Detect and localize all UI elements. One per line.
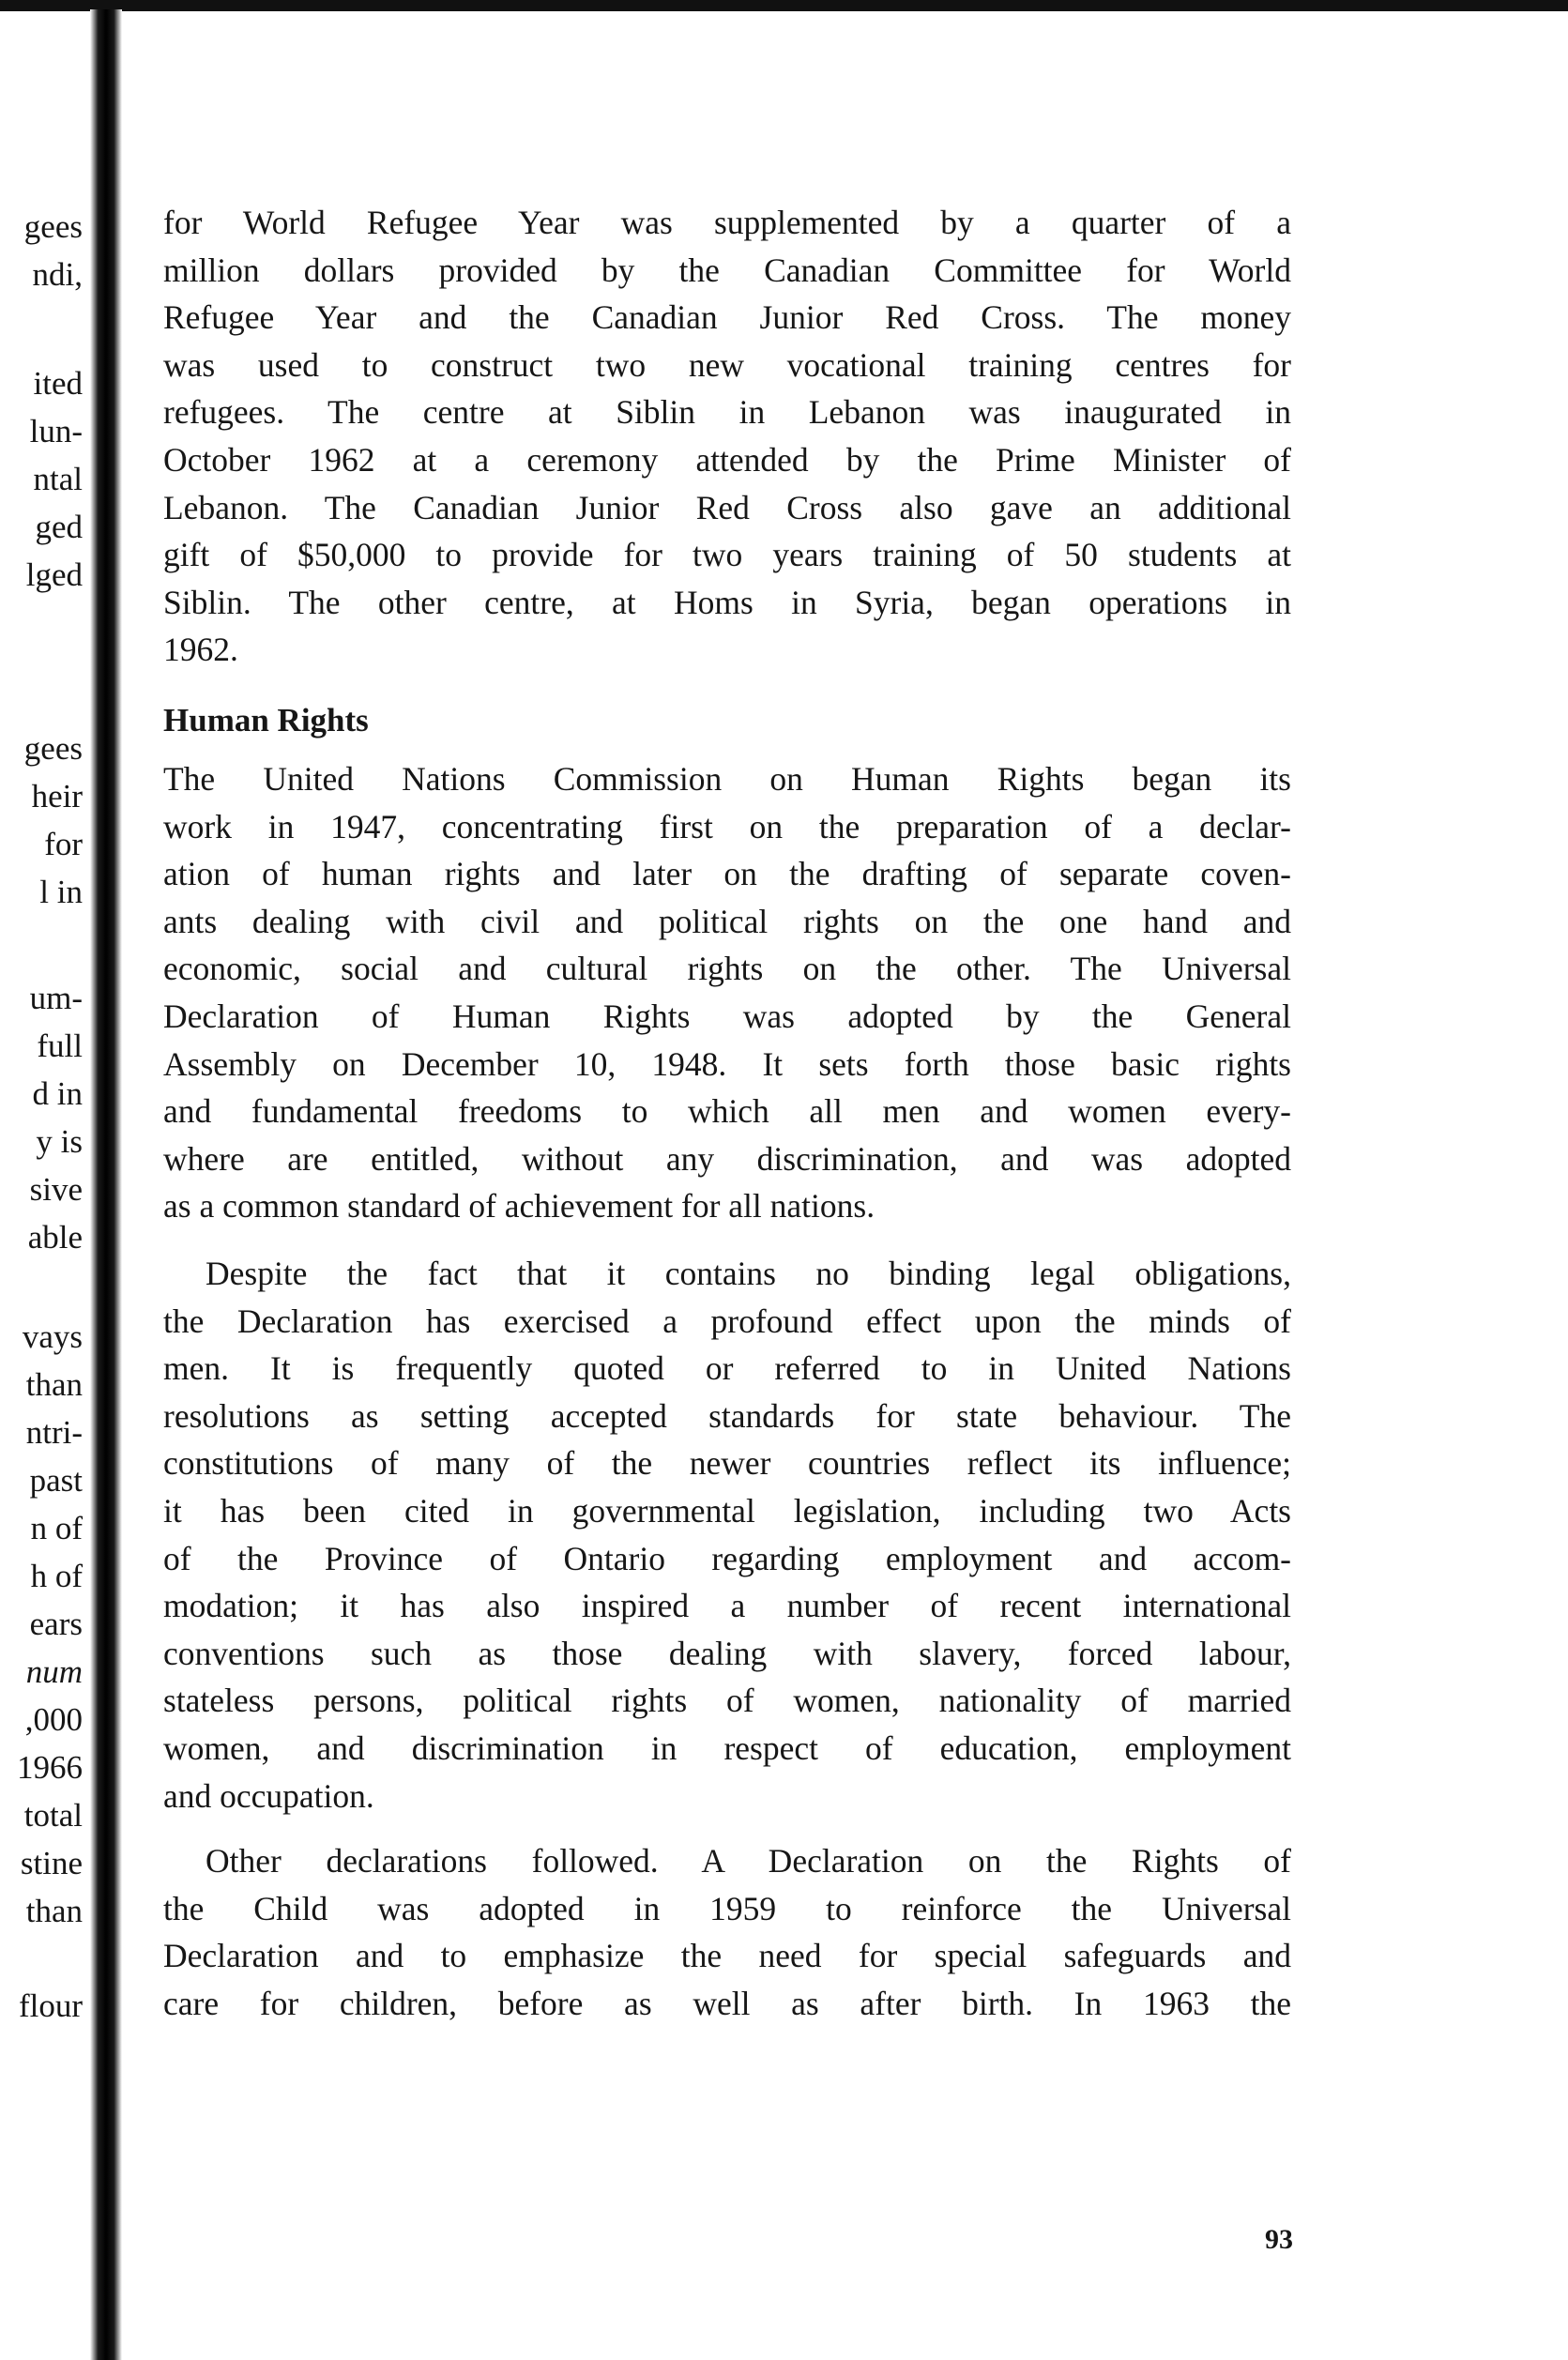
prev-fragment: ntal xyxy=(33,461,83,497)
text-line: gift of $50,000 to provide for two years training of 50 students at xyxy=(163,536,1291,574)
text-line: Siblin. The other centre, at Homs in Syria, began operations in xyxy=(163,583,1291,621)
prev-fragment: sive xyxy=(29,1171,83,1208)
text-line: constitutions of many of the newer countries reflect its influence; xyxy=(163,1444,1291,1483)
prev-fragment: for xyxy=(44,826,83,862)
text-line: October 1962 at a ceremony attended by the Prime Minister of xyxy=(163,440,1291,479)
text-line: men. It is frequently quoted or referred to in United Nations xyxy=(163,1349,1291,1388)
text-line: was used to construct two new vocational training centres for xyxy=(163,345,1291,384)
text-line: stateless persons, political rights of women, nationality of married xyxy=(163,1682,1291,1720)
prev-fragment: full xyxy=(37,1028,83,1064)
page-number: 93 xyxy=(1265,2224,1293,2255)
text-line: The United Nations Commission on Human Rights began its xyxy=(163,760,1291,798)
prev-fragment: ,000 xyxy=(24,1701,83,1738)
prev-fragment: y is xyxy=(36,1123,83,1160)
prev-fragment: than xyxy=(25,1366,83,1403)
prev-fragment: gees xyxy=(23,208,83,245)
prev-fragment: 1966 xyxy=(17,1749,83,1786)
text-line: refugees. The centre at Siblin in Lebanon was inaugurated in xyxy=(163,393,1291,432)
prev-fragment: lun- xyxy=(29,413,83,449)
text-line: work in 1947, concentrating first on the preparation of a declar- xyxy=(163,807,1291,845)
prev-fragment: lged xyxy=(25,556,83,593)
book-gutter xyxy=(90,9,122,2360)
text-line: ants dealing with civil and political rights on the one hand and xyxy=(163,902,1291,940)
text-line: care for children, before as well as after birth. In 1963 the xyxy=(163,1984,1291,2022)
prev-fragment: than xyxy=(25,1893,83,1929)
text-line: as a common standard of achievement for all nations. xyxy=(163,1187,875,1226)
text-line: Other declarations followed. A Declaration on the Rights of xyxy=(206,1842,1291,1880)
text-line: conventions such as those dealing with slavery, forced labour, xyxy=(163,1634,1291,1672)
text-line: ation of human rights and later on the drafting of separate coven- xyxy=(163,855,1291,893)
text-line: where are entitled, without any discrimination, and was adopted xyxy=(163,1139,1291,1178)
prev-fragment: um- xyxy=(29,980,83,1016)
prev-fragment: num xyxy=(25,1653,83,1690)
prev-fragment: heir xyxy=(31,778,83,815)
page-top-edge xyxy=(0,0,1568,11)
text-line: it has been cited in governmental legislation, including two Acts xyxy=(163,1491,1291,1530)
text-line: and fundamental freedoms to which all men and women every- xyxy=(163,1092,1291,1131)
text-line: of the Province of Ontario regarding employment and accom- xyxy=(163,1539,1291,1577)
paragraph-other-declarations xyxy=(163,1837,1291,2027)
prev-fragment: ears xyxy=(29,1606,83,1642)
prev-fragment: n of xyxy=(30,1510,83,1546)
previous-page-margin xyxy=(0,0,90,2360)
text-line: the Declaration has exercised a profound effect upon the minds of xyxy=(163,1302,1291,1340)
prev-fragment: gees xyxy=(23,730,83,767)
paragraph-world-refugee-year xyxy=(163,199,1291,674)
text-line: Lebanon. The Canadian Junior Red Cross also gave an additional xyxy=(163,488,1291,526)
prev-fragment: d in xyxy=(32,1075,83,1112)
prev-fragment: l in xyxy=(39,874,83,910)
text-line: million dollars provided by the Canadian Committee for World xyxy=(163,251,1291,289)
text-line: modation; it has also inspired a number of recent international xyxy=(163,1587,1291,1625)
prev-fragment: stine xyxy=(20,1845,83,1881)
text-line: Despite the fact that it contains no binding legal obligations, xyxy=(206,1255,1291,1292)
prev-fragment: flour xyxy=(18,1987,83,2024)
prev-fragment: total xyxy=(23,1797,83,1834)
prev-fragment: able xyxy=(27,1219,83,1256)
text-line: the Child was adopted in 1959 to reinforce the Universal xyxy=(163,1889,1291,1927)
text-line: Refugee Year and the Canadian Junior Red Cross. The money xyxy=(163,298,1291,337)
paragraph-declaration-influence xyxy=(163,1250,1291,1819)
text-line: 1962. xyxy=(163,631,238,669)
text-line: for World Refugee Year was supplemented by a quarter of a xyxy=(163,204,1291,241)
text-line: resolutions as setting accepted standards for state behaviour. The xyxy=(163,1396,1291,1435)
prev-fragment: ntri- xyxy=(25,1414,83,1451)
section-heading: Human Rights xyxy=(163,702,369,738)
text-line: women, and discrimination in respect of education, employment xyxy=(163,1728,1291,1767)
prev-fragment: vays xyxy=(22,1318,83,1355)
text-line: Declaration and to emphasize the need for special safeguards and xyxy=(163,1937,1291,1975)
text-line: and occupation. xyxy=(163,1776,374,1815)
prev-fragment: h of xyxy=(30,1558,83,1594)
prev-fragment: past xyxy=(29,1462,83,1499)
text-line: economic, social and cultural rights on the other. The Universal xyxy=(163,950,1291,988)
prev-fragment: ndi, xyxy=(32,256,83,293)
text-line: Assembly on December 10, 1948. It sets forth those basic rights xyxy=(163,1044,1291,1083)
paragraph-commission xyxy=(163,755,1291,1230)
prev-fragment: ged xyxy=(35,509,83,545)
prev-fragment: ited xyxy=(33,365,83,402)
text-line: Declaration of Human Rights was adopted by the General xyxy=(163,997,1291,1035)
